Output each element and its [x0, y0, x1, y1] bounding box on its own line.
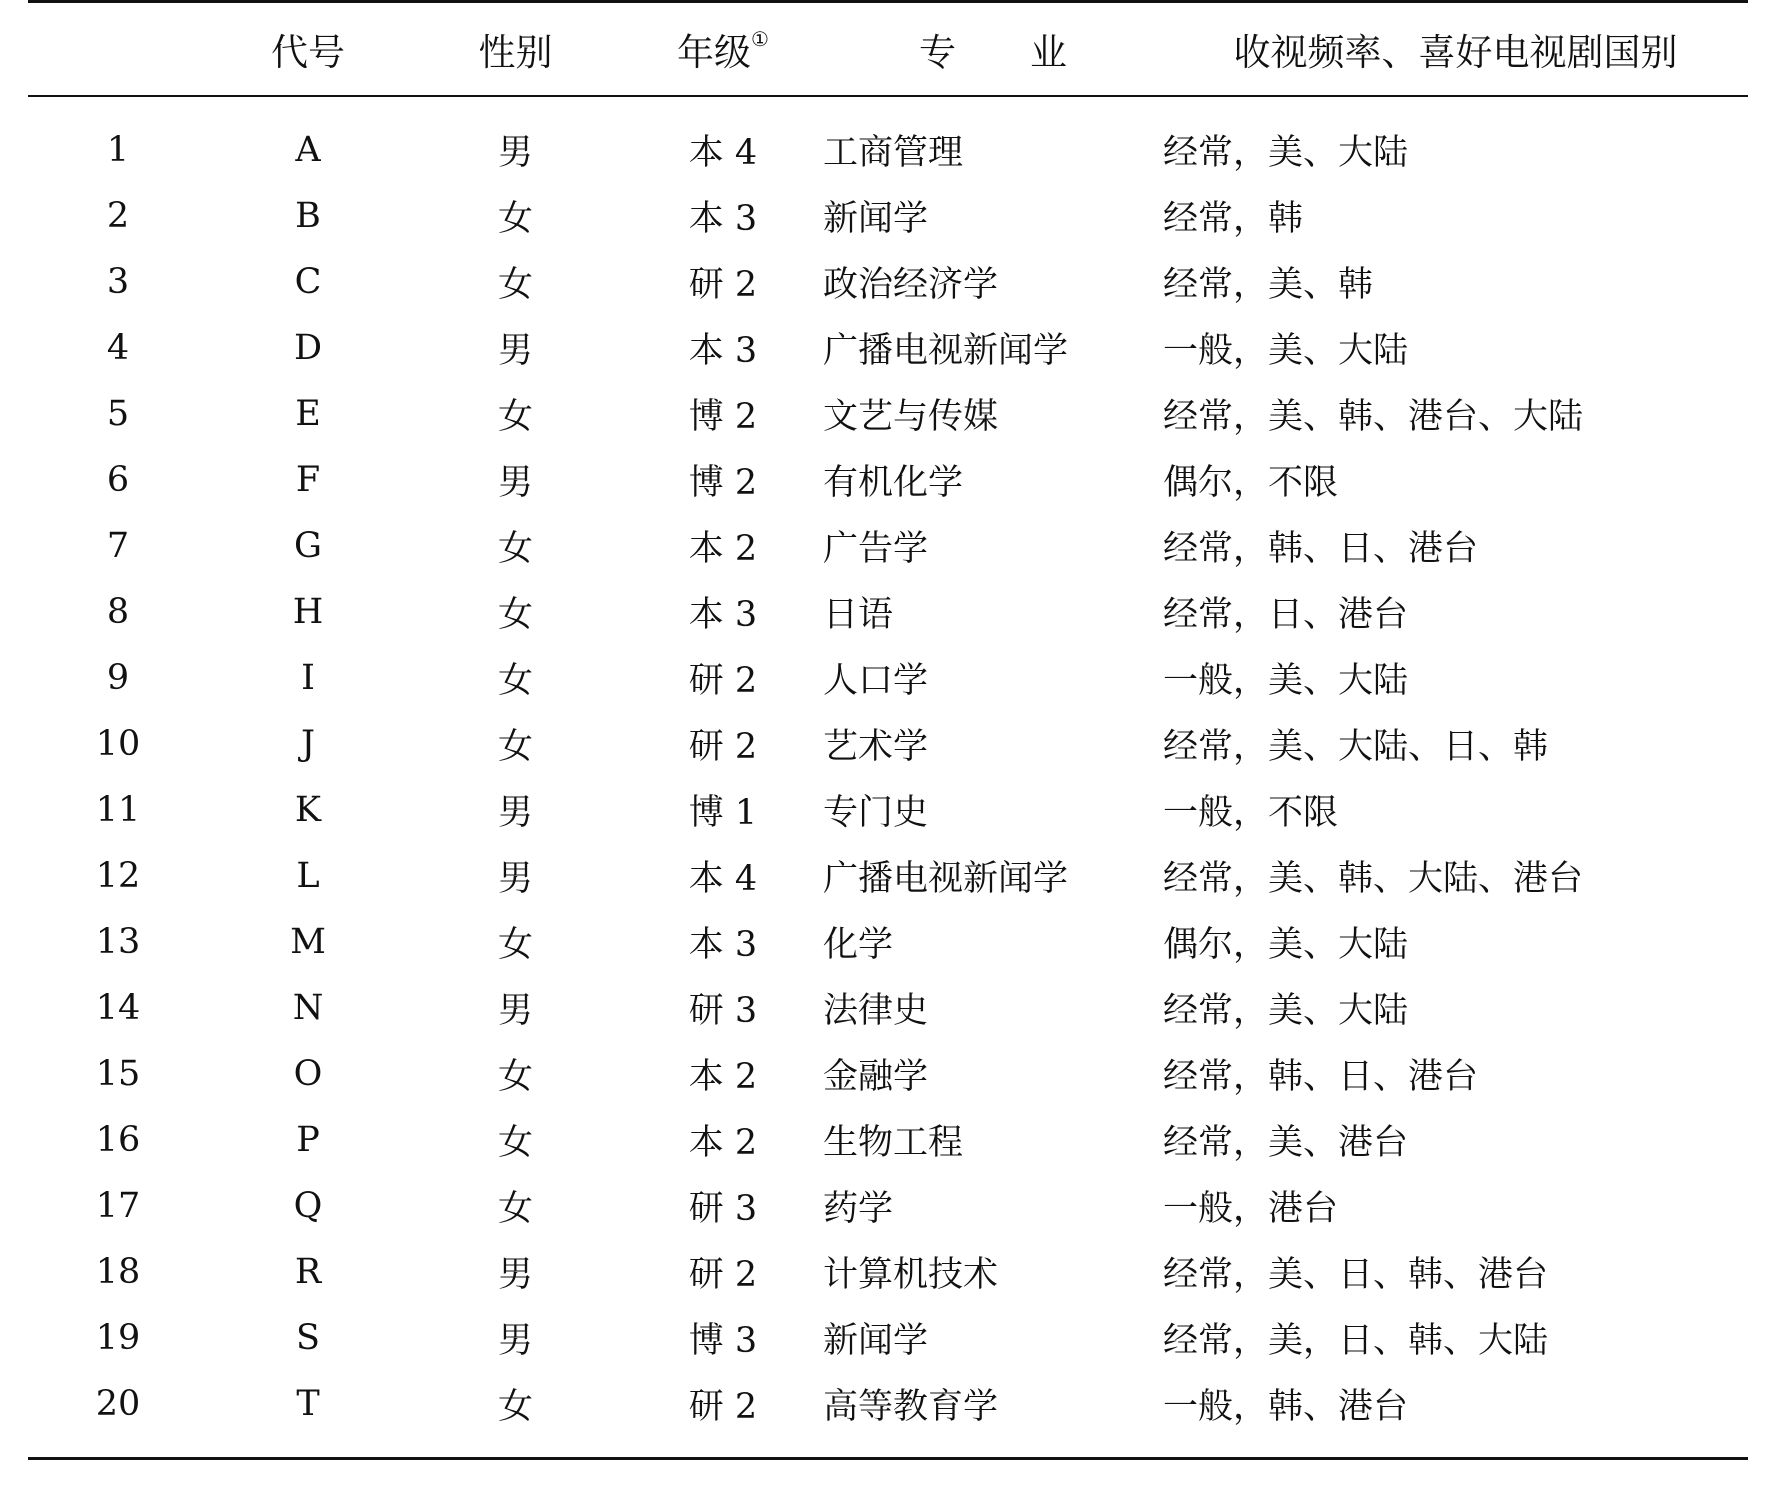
row-code-cell: Q: [293, 1186, 323, 1226]
row-preference-cell: 经常，韩: [1163, 199, 1304, 239]
row-grade-cell: 研 3: [688, 991, 758, 1031]
row-sex-cell: 男: [497, 1255, 533, 1295]
row-grade-cell: 研 2: [688, 727, 758, 767]
row-sex-cell: 男: [497, 991, 533, 1031]
row-major-cell: 文艺与传媒: [823, 397, 999, 437]
interviewee-table: [28, 0, 1748, 1460]
row-index-cell: 8: [106, 592, 130, 632]
table-row: [28, 909, 1748, 975]
row-major-cell: 新闻学: [823, 199, 929, 239]
row-sex-cell: 女: [497, 1189, 533, 1229]
row-code-cell: S: [296, 1318, 320, 1358]
row-grade-cell: 博 2: [688, 397, 758, 437]
row-sex-cell: 男: [497, 793, 533, 833]
row-grade-cell: 本 2: [688, 529, 758, 569]
row-preference-cell: 经常，美、大陆、日、韩: [1163, 727, 1549, 767]
row-preference-cell: 经常，韩、日、港台: [1163, 1057, 1479, 1097]
row-preference-cell: 经常，美、大陆: [1163, 991, 1409, 1031]
row-sex-cell: 男: [497, 1321, 533, 1361]
row-preference-cell: 经常，美、港台: [1163, 1123, 1409, 1163]
row-grade-cell: 本 3: [688, 925, 758, 965]
row-code-cell: I: [301, 658, 315, 698]
row-index-cell: 16: [95, 1120, 141, 1160]
row-grade-cell: 本 3: [688, 331, 758, 371]
row-major-cell: 政治经济学: [823, 265, 999, 305]
row-index-cell: 11: [95, 790, 141, 830]
row-major-cell: 广播电视新闻学: [823, 859, 1069, 899]
table-row: [28, 645, 1748, 711]
row-preference-cell: 一般，港台: [1163, 1189, 1339, 1229]
row-grade-cell: 本 4: [688, 133, 758, 173]
row-grade-cell: 研 2: [688, 265, 758, 305]
row-index-cell: 15: [95, 1054, 141, 1094]
row-major-cell: 计算机技术: [823, 1255, 999, 1295]
row-major-cell: 日语: [823, 595, 894, 635]
row-code-cell: E: [295, 394, 321, 434]
row-sex-cell: 男: [497, 859, 533, 899]
row-grade-cell: 研 2: [688, 1255, 758, 1295]
row-index-cell: 17: [95, 1186, 141, 1226]
table-row: [28, 1371, 1748, 1459]
table-header: [28, 2, 1748, 97]
row-code-cell: F: [295, 460, 321, 500]
row-major-cell: 广告学: [823, 529, 929, 569]
table-row: [28, 1239, 1748, 1305]
row-index-cell: 1: [106, 130, 130, 170]
row-sex-cell: 女: [497, 265, 533, 305]
row-sex-cell: 女: [497, 925, 533, 965]
row-code-cell: J: [300, 724, 316, 764]
row-major-cell: 工商管理: [823, 133, 964, 173]
row-code-cell: C: [294, 262, 322, 302]
row-preference-cell: 经常，美、韩: [1163, 265, 1374, 305]
table-row: [28, 975, 1748, 1041]
row-code-cell: O: [293, 1054, 323, 1094]
row-sex-cell: 女: [497, 1387, 533, 1427]
table-row: [28, 447, 1748, 513]
table-row: [28, 1305, 1748, 1371]
row-code-cell: M: [290, 922, 326, 962]
header-grade-label: 年级: [677, 31, 752, 74]
row-index-cell: 10: [95, 724, 141, 764]
row-index-cell: 3: [106, 262, 130, 302]
row-grade-cell: 研 3: [688, 1189, 758, 1229]
table-row: [28, 579, 1748, 645]
row-major-cell: 艺术学: [823, 727, 929, 767]
table-row: [28, 315, 1748, 381]
row-major-cell: 新闻学: [823, 1321, 929, 1361]
table-row: [28, 381, 1748, 447]
header-grade: [623, 2, 823, 97]
table-row: [28, 1173, 1748, 1239]
header-row: [28, 2, 1748, 97]
row-index-cell: 18: [95, 1252, 141, 1292]
row-sex-cell: 女: [497, 727, 533, 767]
row-sex-cell: 女: [497, 595, 533, 635]
row-sex-cell: 女: [497, 397, 533, 437]
table-row: [28, 513, 1748, 579]
row-major-cell: 人口学: [823, 661, 929, 701]
row-code-cell: K: [294, 790, 322, 830]
row-code-cell: G: [294, 526, 322, 566]
row-major-cell: 生物工程: [823, 1123, 964, 1163]
header-index: [28, 2, 208, 97]
row-preference-cell: 一般，美、大陆: [1163, 661, 1409, 701]
row-preference-cell: 经常，美、大陆: [1163, 133, 1409, 173]
row-index-cell: 12: [95, 856, 141, 896]
table-row: [28, 1107, 1748, 1173]
header-grade-footnote-mark: ①: [751, 26, 769, 51]
header-major: 专 业: [919, 31, 1067, 74]
header-preference: 收视频率、喜好电视剧国别: [1233, 31, 1678, 74]
row-preference-cell: 经常，日、港台: [1163, 595, 1409, 635]
table-row: [28, 249, 1748, 315]
row-preference-cell: 经常，韩、日、港台: [1163, 529, 1479, 569]
row-code-cell: T: [296, 1384, 320, 1424]
row-grade-cell: 本 3: [688, 595, 758, 635]
row-index-cell: 13: [95, 922, 141, 962]
row-grade-cell: 本 4: [688, 859, 758, 899]
interviewee-table-container: [28, 0, 1748, 1460]
row-major-cell: 专门史: [823, 793, 929, 833]
row-preference-cell: 一般，韩、港台: [1163, 1387, 1409, 1427]
row-grade-cell: 研 2: [688, 661, 758, 701]
row-index-cell: 2: [106, 196, 130, 236]
table-row: [28, 843, 1748, 909]
row-code-cell: L: [296, 856, 320, 896]
table-row: [28, 96, 1748, 183]
row-sex-cell: 女: [497, 661, 533, 701]
row-major-cell: 化学: [823, 925, 894, 965]
row-index-cell: 14: [95, 988, 141, 1028]
row-index-cell: 19: [95, 1318, 141, 1358]
row-grade-cell: 本 3: [688, 199, 758, 239]
row-index-cell: 9: [106, 658, 130, 698]
table-row: [28, 183, 1748, 249]
row-major-cell: 广播电视新闻学: [823, 331, 1069, 371]
row-sex-cell: 女: [497, 529, 533, 569]
row-major-cell: 法律史: [823, 991, 929, 1031]
row-major-cell: 高等教育学: [823, 1387, 999, 1427]
row-index-cell: 20: [95, 1384, 141, 1424]
row-index-cell: 5: [106, 394, 130, 434]
row-preference-cell: 一般，美、大陆: [1163, 331, 1409, 371]
row-index-cell: 4: [106, 328, 130, 368]
row-preference-cell: 偶尔，不限: [1163, 463, 1339, 503]
table-row: [28, 777, 1748, 843]
table-row: [28, 1041, 1748, 1107]
row-preference-cell: 一般，不限: [1163, 793, 1339, 833]
row-major-cell: 药学: [823, 1189, 894, 1229]
row-code-cell: N: [292, 988, 324, 1028]
row-preference-cell: 经常，美、韩、港台、大陆: [1163, 397, 1584, 437]
table-body: [28, 96, 1748, 1459]
row-sex-cell: 女: [497, 1123, 533, 1163]
row-code-cell: D: [293, 328, 323, 368]
header-sex: 性别: [478, 31, 553, 74]
table-row: [28, 711, 1748, 777]
row-grade-cell: 本 2: [688, 1057, 758, 1097]
row-sex-cell: 女: [497, 199, 533, 239]
row-grade-cell: 本 2: [688, 1123, 758, 1163]
row-code-cell: A: [295, 130, 321, 170]
row-index-cell: 6: [106, 460, 130, 500]
row-preference-cell: 经常，美、日、韩、港台: [1163, 1255, 1549, 1295]
row-major-cell: 有机化学: [823, 463, 964, 503]
row-index-cell: 7: [106, 526, 130, 566]
row-grade-cell: 博 1: [688, 793, 758, 833]
row-grade-cell: 博 3: [688, 1321, 758, 1361]
header-code: 代号: [271, 31, 345, 74]
row-preference-cell: 经常，美，日、韩、大陆: [1163, 1321, 1549, 1361]
row-code-cell: B: [295, 196, 321, 236]
row-preference-cell: 经常，美、韩、大陆、港台: [1163, 859, 1584, 899]
row-preference-cell: 偶尔，美、大陆: [1163, 925, 1409, 965]
row-major-cell: 金融学: [823, 1057, 929, 1097]
row-sex-cell: 男: [497, 133, 533, 173]
row-sex-cell: 女: [497, 1057, 533, 1097]
row-grade-cell: 博 2: [688, 463, 758, 503]
row-sex-cell: 男: [497, 463, 533, 503]
row-sex-cell: 男: [497, 331, 533, 371]
row-code-cell: P: [296, 1120, 320, 1160]
row-code-cell: H: [292, 592, 324, 632]
row-grade-cell: 研 2: [688, 1387, 758, 1427]
row-code-cell: R: [294, 1252, 322, 1292]
